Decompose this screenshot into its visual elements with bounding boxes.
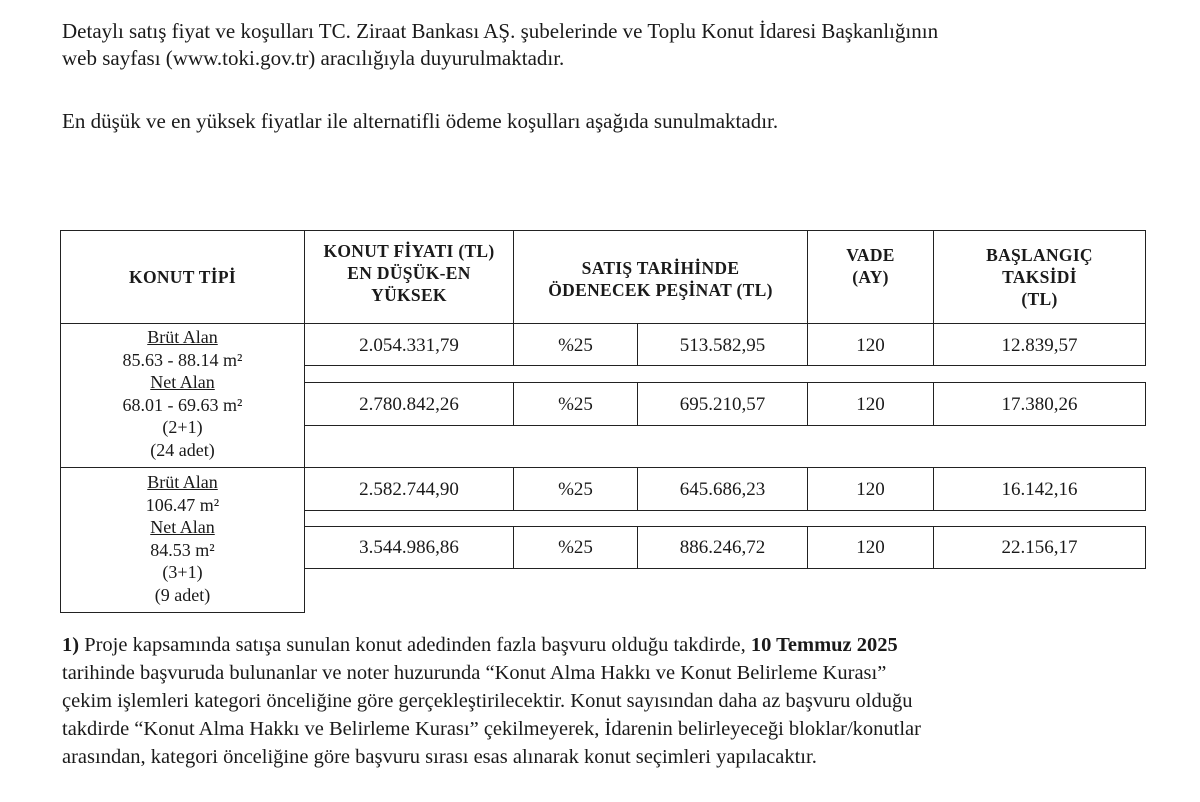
footnote-line-4: takdirde “Konut Alma Hakkı ve Belirleme Kurası” çekilmeyerek, İdarenin belirleyeceği bloklar/konutlar bbox=[62, 718, 921, 740]
footnote-number: 1) bbox=[62, 634, 80, 656]
footnote-line-3: çekim işlemleri kategori önceliğine göre gerçekleştirilecektir. Konut sayısından daha az başvuru olduğu bbox=[62, 690, 913, 712]
down-payment-value: 513.582,95 bbox=[679, 335, 766, 356]
price-value: 2.582.744,90 bbox=[359, 479, 459, 500]
gross-area-value: 106.47 m² bbox=[145, 494, 220, 515]
gross-area-value: 85.63 - 88.14 m² bbox=[122, 349, 243, 370]
room-count: (3+1) bbox=[162, 562, 203, 582]
down-payment-percent: %25 bbox=[558, 537, 593, 558]
type-details-2plus1 bbox=[60, 326, 305, 461]
header-konut-tipi: KONUT TİPİ bbox=[129, 267, 236, 287]
term-months: 120 bbox=[856, 537, 885, 558]
down-payment-percent: %25 bbox=[558, 479, 593, 500]
header-pesinat: SATIŞ TARİHİNDE ÖDENECEK PEŞİNAT (TL) bbox=[548, 258, 773, 300]
footnote-line-2: tarihinde başvuruda bulunanlar ve noter huzurunda “Konut Alma Hakkı ve Konut Belirleme Kurası” bbox=[62, 662, 887, 684]
header-baslangic-taksidi: BAŞLANGIÇ TAKSİDİ (TL) bbox=[986, 245, 1093, 309]
intro-line-1: Detaylı satış fiyat ve koşulları TC. Ziraat Bankası AŞ. şubelerinde ve Toplu Konut İdaresi Başkanlığının bbox=[62, 19, 939, 43]
intro-line-2: web sayfası (www.toki.gov.tr) aracılığıyla duyurulmaktadır. bbox=[62, 46, 565, 70]
down-payment-value: 645.686,23 bbox=[679, 479, 766, 500]
room-count: (2+1) bbox=[162, 417, 203, 437]
footnote-date: 10 Temmuz 2025 bbox=[750, 634, 898, 656]
down-payment-percent: %25 bbox=[558, 335, 593, 356]
intro-line-3: En düşük ve en yüksek fiyatlar ile alternatifli ödeme koşulları aşağıda sunulmaktadır. bbox=[62, 109, 779, 133]
net-area-label: Net Alan bbox=[150, 372, 215, 392]
down-payment-value: 695.210,57 bbox=[679, 394, 766, 415]
net-area-value: 68.01 - 69.63 m² bbox=[122, 394, 243, 415]
header-konut-fiyati: KONUT FİYATI (TL) EN DÜŞÜK-EN YÜKSEK bbox=[323, 241, 495, 305]
type-details-3plus1 bbox=[60, 471, 305, 606]
term-months: 120 bbox=[856, 479, 885, 500]
initial-installment: 16.142,16 bbox=[1001, 479, 1078, 500]
unit-count: (24 adet) bbox=[150, 439, 215, 460]
term-months: 120 bbox=[856, 394, 885, 415]
price-value: 3.544.986,86 bbox=[359, 537, 459, 558]
price-value: 2.054.331,79 bbox=[359, 335, 459, 356]
net-area-value: 84.53 m² bbox=[150, 539, 215, 560]
initial-installment: 22.156,17 bbox=[1001, 537, 1078, 558]
term-months: 120 bbox=[856, 335, 885, 356]
initial-installment: 12.839,57 bbox=[1001, 335, 1078, 356]
intro-paragraph bbox=[62, 18, 1162, 72]
down-payment-percent: %25 bbox=[558, 394, 593, 415]
intro-paragraph-2 bbox=[62, 108, 1162, 135]
initial-installment: 17.380,26 bbox=[1001, 394, 1078, 415]
gross-area-label: Brüt Alan bbox=[147, 327, 218, 347]
footnote-paragraph bbox=[62, 631, 1162, 771]
footnote-line-1: 1) Proje kapsamında satışa sunulan konut adedinden fazla başvuru olduğu takdirde, 10 Temmuz 2025 bbox=[62, 634, 898, 656]
unit-count: (9 adet) bbox=[154, 584, 211, 605]
down-payment-value: 886.246,72 bbox=[679, 537, 766, 558]
footnote-line-5: arasından, kategori önceliğine göre başvuru sırası esas alınarak konut seçimleri yapılacaktır. bbox=[62, 746, 817, 768]
header-vade: VADE (AY) bbox=[846, 245, 895, 287]
gross-area-label: Brüt Alan bbox=[147, 472, 218, 492]
price-value: 2.780.842,26 bbox=[359, 394, 459, 415]
net-area-label: Net Alan bbox=[150, 517, 215, 537]
